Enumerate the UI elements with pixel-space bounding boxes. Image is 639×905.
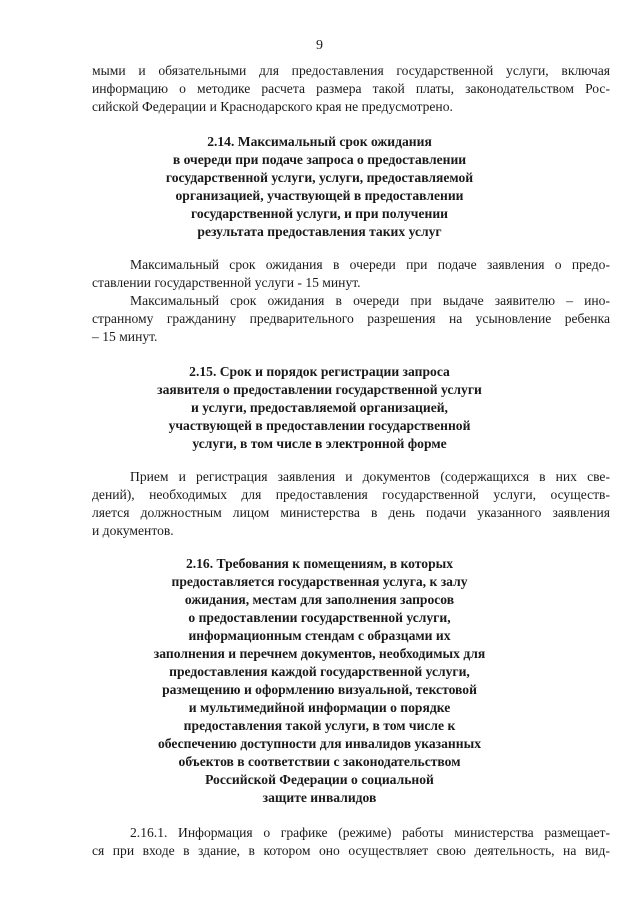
section-heading-2-16: о предоставлении государственной услуги,	[188, 610, 451, 625]
section-heading-2-16: Российской Федерации о социальной	[205, 772, 434, 787]
section-heading-2-16: обеспечению доступности для инвалидов указанных	[158, 736, 481, 751]
text-line: дений), необходимых для предоставления государственной услуги, осуществ-	[92, 487, 610, 502]
text-line: странному гражданину предварительного разрешения на усыновление ребенка	[92, 311, 610, 326]
text-line: мыми и обязательными для предоставления государственной услуги, включая	[92, 63, 610, 78]
section-heading-2-16: объектов в соответствии с законодательством	[178, 754, 461, 769]
section-heading-2-14: в очереди при подаче запроса о предоставлении	[172, 152, 467, 167]
text-line: – 15 минут.	[92, 329, 158, 344]
text-line: сийской Федерации и Краснодарского края не предусмотрено.	[92, 99, 453, 114]
section-heading-2-15: заявителя о предоставлении государственной услуги	[157, 382, 482, 397]
section-heading-2-16: предоставляется государственная услуга, к залу	[171, 574, 468, 589]
section-heading-2-16: ожидания, местам для заполнения запросов	[184, 592, 455, 607]
section-heading-2-15: и услуги, предоставляемой организацией,	[191, 400, 448, 415]
text-line: 2.16.1. Информация о графике (режиме) работы министерства размещает-	[130, 825, 610, 840]
text-line: Максимальный срок ожидания в очереди при подаче заявления о предо-	[130, 257, 610, 272]
section-heading-2-16: предоставления такой услуги, в том числе к	[183, 718, 456, 733]
section-heading-2-16: 2.16. Требования к помещениям, в которых	[185, 556, 454, 571]
section-heading-2-16: заполнения и перечнем документов, необходимых для	[153, 646, 486, 661]
section-heading-2-16: размещению и оформлению визуальной, текстовой	[162, 682, 477, 697]
text-line: ляется должностным лицом министерства в день подачи указанного заявления	[92, 505, 610, 520]
section-heading-2-15: услуги, в том числе в электронной форме	[192, 436, 447, 451]
section-heading-2-14: государственной услуги, услуги, предоставляемой	[165, 170, 474, 185]
section-heading-2-16: и мультимедийной информации о порядке	[188, 700, 451, 715]
section-heading-2-15: участвующей в предоставлении государственной	[168, 418, 471, 433]
section-heading-2-15: 2.15. Срок и порядок регистрации запроса	[189, 364, 450, 379]
text-line: ставлении государственной услуги - 15 минут.	[92, 275, 361, 290]
section-heading-2-16: предоставления каждой государственной услуги,	[169, 664, 470, 679]
section-heading-2-14: результата предоставления таких услуг	[197, 224, 442, 239]
text-line: Максимальный срок ожидания в очереди при выдаче заявителю – ино-	[130, 293, 610, 308]
text-line: и документов.	[92, 523, 174, 538]
section-heading-2-16: защите инвалидов	[262, 790, 377, 805]
section-heading-2-16: информационным стендам с образцами их	[188, 628, 451, 643]
page-number: 9	[316, 38, 323, 53]
text-line: информацию о методике расчета размера такой платы, законодательством Рос-	[92, 81, 610, 96]
section-heading-2-14: 2.14. Максимальный срок ожидания	[207, 134, 432, 149]
text-line: Прием и регистрация заявления и документов (содержащихся в них све-	[130, 469, 610, 484]
section-heading-2-14: государственной услуги, и при получении	[191, 206, 448, 221]
section-heading-2-14: организацией, участвующей в предоставлении	[175, 188, 464, 203]
text-line: ся при входе в здание, в котором оно осуществляет свою деятельность, на вид-	[92, 843, 610, 858]
